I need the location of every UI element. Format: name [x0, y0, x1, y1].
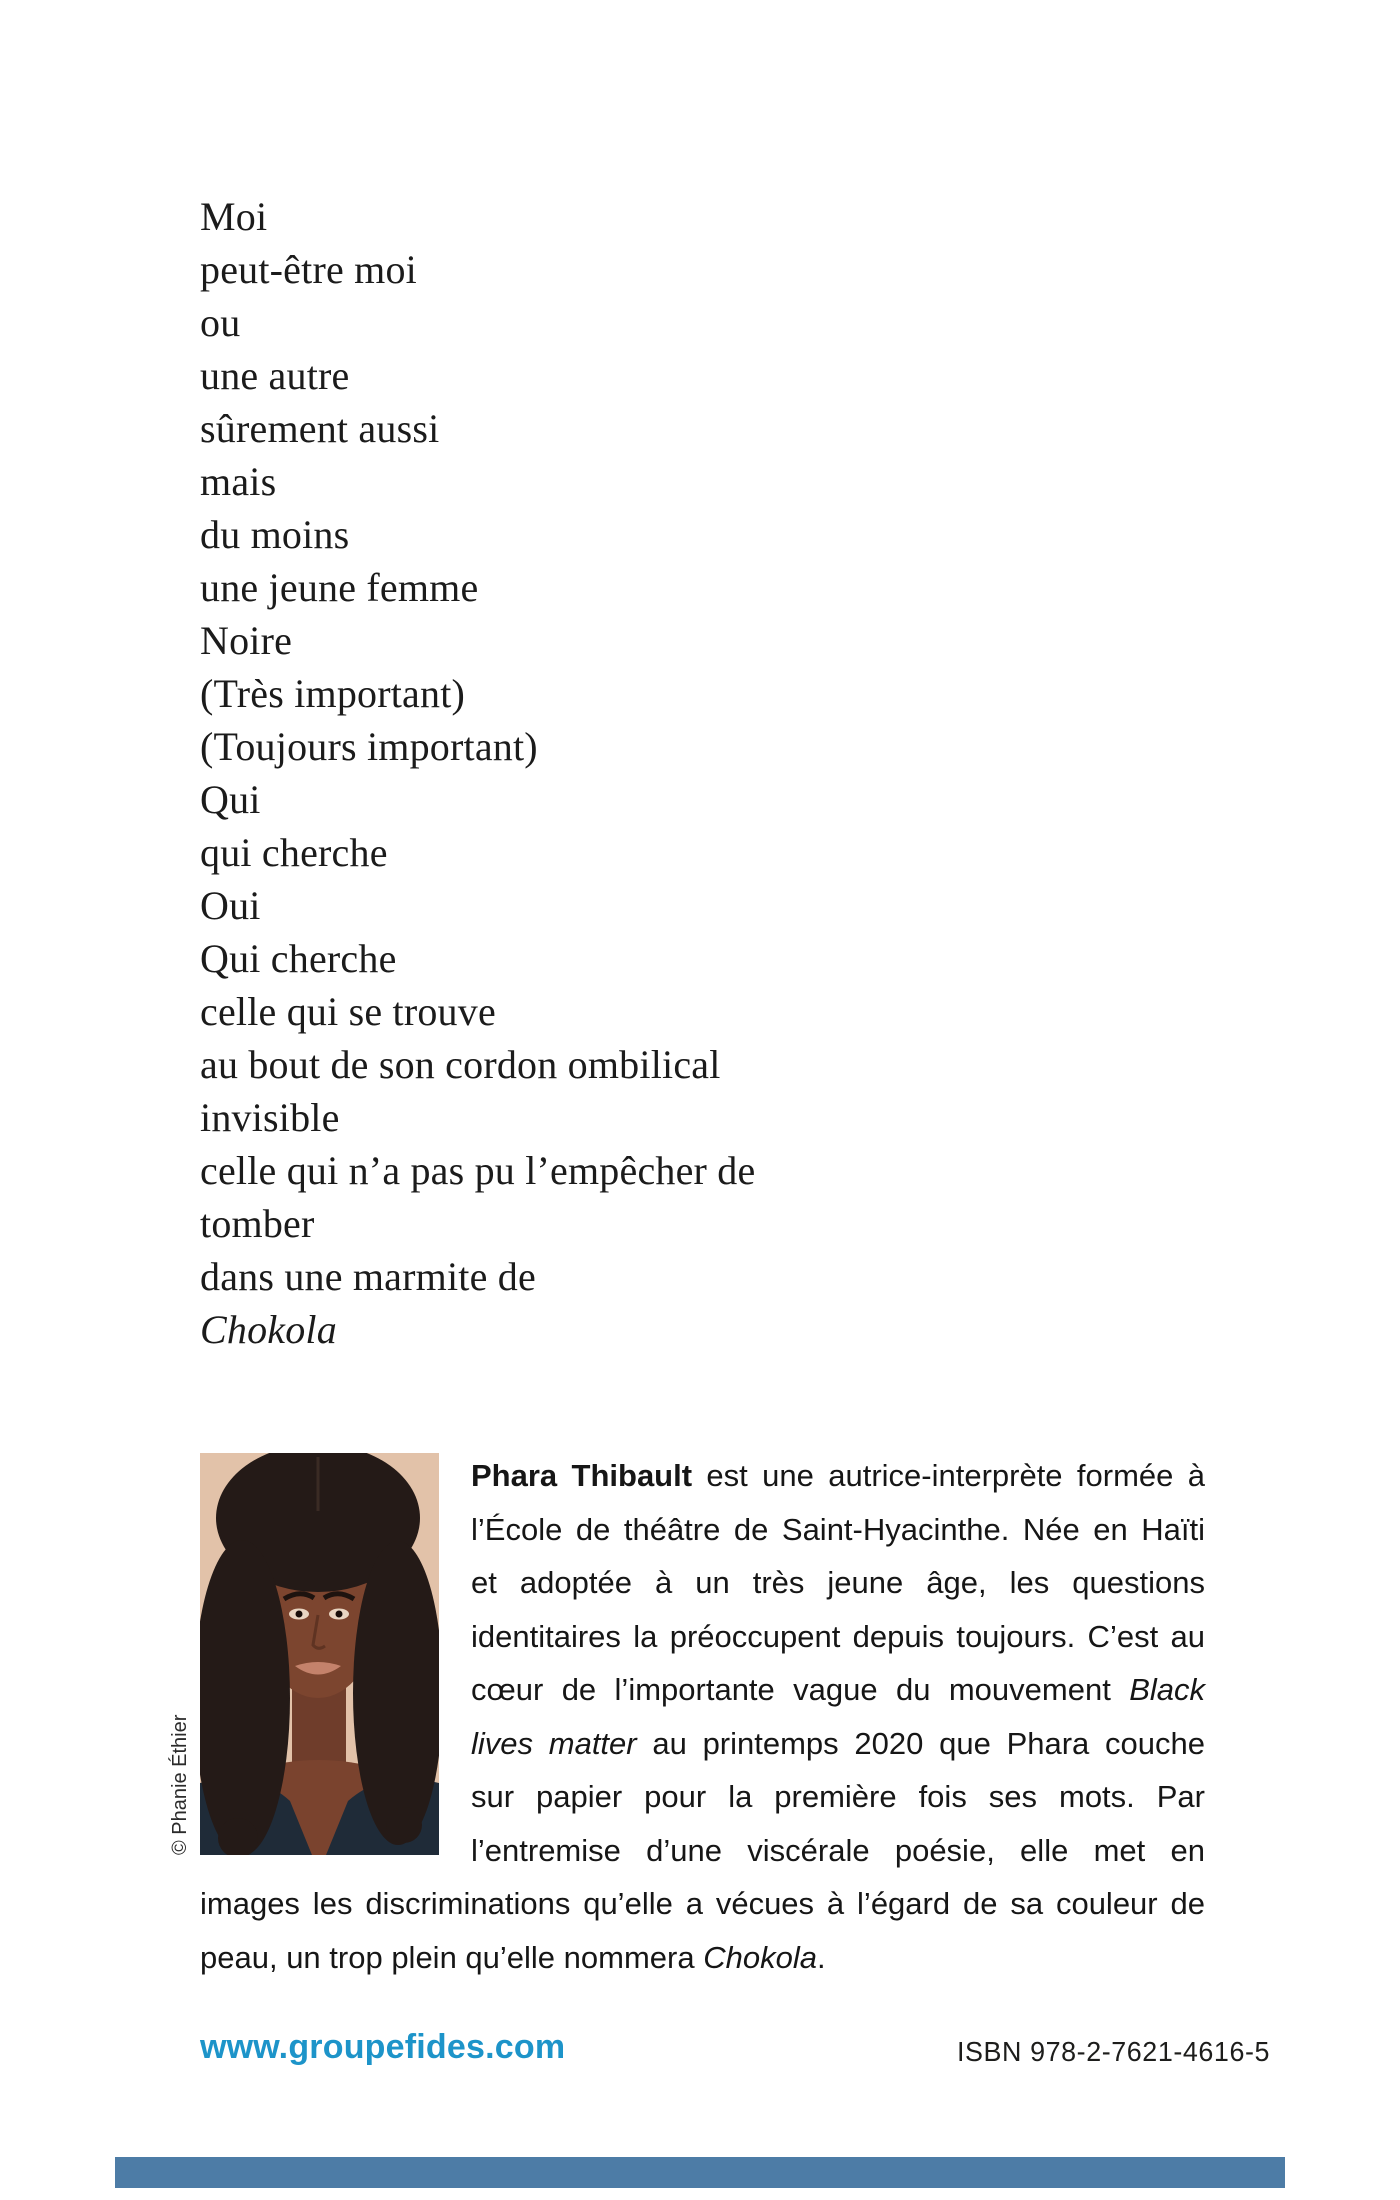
poem-line: (Très important) — [200, 671, 466, 716]
bio-segment: est une autrice-interprète formée à l’École de théâtre de Saint-Hyacinthe. Née en Haïti et adoptée à un très jeune âge, les questions identitaires la préoccupent depuis toujours. C’est au cœur de l’importante vague du mouvement — [471, 1458, 1205, 1707]
poem-line: qui cherche — [200, 830, 388, 875]
poem-line: au bout de son cordon ombilical — [200, 1042, 721, 1087]
bio-segment-movement: Black lives matter — [471, 1672, 1205, 1761]
poem-line: peut-être moi — [200, 247, 417, 292]
bottom-blue-bar — [115, 2157, 1285, 2188]
bio-segment: . — [816, 1939, 826, 1975]
poem-line: ou — [200, 300, 241, 345]
poem-line: mais — [200, 459, 277, 504]
bio-segment-book-title: Chokola — [703, 1939, 817, 1975]
bio-segment: au printemps 2020 que Phara couche sur papier pour la première fois ses mots. Par l’entremise d’une viscérale poésie, elle met en images les discriminations qu’elle a vécues à l’égard de sa couleur de peau, un trop plein qu’elle nommera — [200, 1725, 1205, 1975]
poem-line: Oui — [200, 883, 261, 928]
poem-line: (Toujours important) — [200, 724, 538, 769]
poem — [200, 190, 1100, 1356]
poem-line: Qui — [200, 777, 261, 822]
photo-credit: © Phanie Éthier — [169, 1714, 191, 1855]
poem-line: du moins — [200, 512, 350, 557]
poem-line: une jeune femme — [200, 565, 479, 610]
author-portrait-illustration — [200, 1453, 439, 1855]
poem-line: Noire — [200, 618, 293, 663]
poem-line-book-title: Chokola — [200, 1307, 337, 1352]
poem-line: Qui cherche — [200, 936, 397, 981]
poem-line: celle qui se trouve — [200, 989, 496, 1034]
poem-line: sûrement aussi — [200, 406, 440, 451]
author-photo — [169, 1453, 439, 1855]
isbn-text: ISBN 978-2-7621-4616-5 — [957, 2036, 1271, 2067]
author-name: Phara Thibault — [471, 1458, 693, 1493]
poem-line: une autre — [200, 353, 350, 398]
author-bio — [169, 1449, 1205, 1984]
poem-line: tomber — [200, 1201, 315, 1246]
publisher-website-link[interactable]: www.groupefides.com — [200, 2028, 566, 2066]
poem-line: invisible — [200, 1095, 340, 1140]
poem-line: celle qui n’a pas pu l’empêcher de — [200, 1148, 756, 1193]
poem-line: Moi — [200, 194, 268, 239]
poem-line: dans une marmite de — [200, 1254, 536, 1299]
